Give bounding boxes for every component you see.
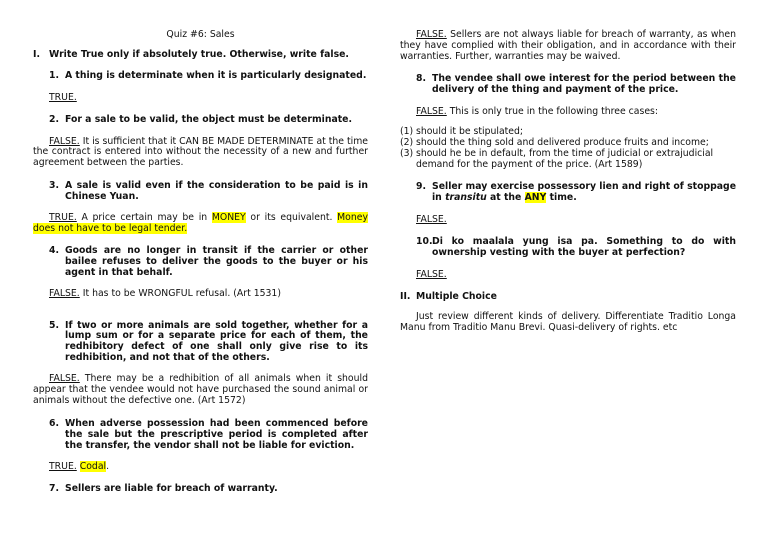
question-number: 5. [49, 319, 60, 331]
question-text: Sellers are liable for breach of warranty. [65, 483, 278, 495]
question-7 [33, 484, 368, 495]
question-9 [400, 182, 736, 204]
list-item-text: should it be stipulated; [416, 126, 524, 138]
codal-highlight: Codal [79, 460, 107, 472]
question-text: When adverse possession had been commenced before the sale but the prescriptive period is completed after the transfer, the vendor shall not be liable for eviction. [65, 417, 368, 451]
answer-verdict: FALSE. [49, 135, 80, 147]
answer-7 [400, 30, 736, 63]
question-number: 7. [49, 483, 60, 495]
question-text [432, 182, 736, 204]
list-item [400, 149, 736, 171]
question-3 [33, 181, 368, 203]
section-2-heading [400, 292, 736, 303]
answer-5 [33, 374, 368, 407]
answer-2 [33, 137, 368, 170]
answer-verdict: FALSE. [416, 268, 447, 280]
answer-4 [33, 289, 368, 300]
question-number: 8. [416, 72, 427, 84]
question-text: The vendee shall owe interest for the period between the delivery of the thing and payment of the price. [432, 72, 736, 95]
answer-verdict: TRUE. [49, 212, 77, 224]
transitu-italic: transitu [445, 191, 487, 203]
question-number: 4. [49, 244, 60, 256]
answer-verdict: FALSE. [49, 287, 80, 299]
section-1-label: Write True only if absolutely true. Otherwise, write false. [49, 48, 349, 60]
answer-8-cases [400, 127, 736, 171]
money-highlight: MONEY [211, 212, 246, 224]
answer-explanation-cont: or its equivalent. [250, 212, 333, 224]
question-text-part: at the [490, 191, 522, 203]
list-item-number: (3) [400, 148, 414, 160]
right-column [400, 30, 736, 334]
answer-verdict: FALSE. [49, 373, 80, 385]
question-text: For a sale to be valid, the object must be determinate. [65, 113, 353, 125]
answer-6: TRUE. Codal. [49, 460, 110, 472]
left-column [33, 30, 368, 495]
answer-verdict: FALSE. [416, 105, 447, 117]
answer-3 [33, 213, 368, 235]
question-text: Goods are no longer in transit if the carrier or other bailee refuses to deliver the goods to the buyer or his agent in that behalf. [65, 244, 368, 278]
list-item-number: (1) [400, 126, 414, 138]
question-text: Di ko maalala yung isa pa. Something to do with ownership vesting with the buyer at perfection? [432, 235, 736, 258]
question-text: A sale is valid even if the consideration to be paid is in Chinese Yuan. [65, 180, 368, 203]
list-item-text: should the thing sold and delivered produce fruits and income; [416, 137, 709, 149]
answer-10 [400, 270, 736, 281]
answer-verdict: TRUE. [49, 460, 77, 472]
section-2-number: II. [400, 290, 411, 302]
question-5 [33, 321, 368, 365]
question-number: 9. [416, 181, 427, 193]
quiz-title: Quiz #6: Sales [166, 29, 235, 40]
question-4 [33, 246, 368, 279]
question-text-part: time. [549, 191, 577, 203]
answer-explanation: Sellers are not always liable for breach of warranty, as when they have complied with their obligation, and in accordance with their warranties. Further, warranties may be waived. [400, 29, 736, 62]
question-1 [33, 71, 368, 82]
answer-1 [33, 93, 368, 104]
answer-explanation: There may be a redhibition of all animals when it should appear that the vendee would not have purchased the sound animal or animals without the defective one. (Art 1572) [33, 373, 368, 406]
list-item-text: should he be in default, from the time of judicial or extrajudicial demand for the payment of the price. (Art 1589) [416, 148, 714, 171]
question-10 [400, 237, 736, 259]
answer-explanation: It has to be WRONGFUL refusal. (Art 1531) [82, 287, 281, 299]
question-text: A thing is determinate when it is particularly designated. [65, 69, 367, 81]
list-item-number: (2) [400, 137, 414, 149]
answer-explanation: This is only true in the following three cases: [449, 105, 659, 117]
section-1-heading [33, 50, 368, 61]
question-2 [33, 115, 368, 126]
answer-verdict: FALSE. [416, 29, 447, 40]
question-text-part: Seller may exercise possessory lien and right of stoppage in [432, 181, 736, 203]
section-1-number: I. [33, 48, 40, 60]
question-text: If two or more animals are sold together, whether for a lump sum or for a separate price for each of them, the redhibitory defect of one shall only give rise to its redhibition, and not that of the others. [65, 319, 368, 364]
section-2-label: Multiple Choice [416, 290, 497, 302]
question-number: 2. [49, 113, 60, 125]
question-number: 6. [49, 417, 60, 429]
answer-verdict: TRUE. [49, 91, 77, 103]
question-number: 1. [49, 69, 60, 81]
any-highlight: ANY [524, 191, 547, 203]
answer-verdict: FALSE. [416, 213, 447, 225]
answer-8 [400, 107, 736, 118]
question-8 [400, 74, 736, 96]
question-6 [33, 419, 368, 452]
answer-explanation: A price certain may be in [81, 212, 208, 224]
legal-tender-highlight: Money does not have to be legal tender. [33, 212, 368, 234]
answer-9 [400, 215, 736, 226]
section-2-text: Just review different kinds of delivery. Differentiate Traditio Longa Manu from Traditio Manu Brevi. Quasi-delivery of rights. etc [400, 311, 736, 334]
question-number: 10. [416, 235, 433, 247]
question-number: 3. [49, 180, 60, 192]
answer-explanation: It is sufficient that it CAN BE MADE DETERMINATE at the time the contract is entered into without the necessity of a new and further agreement between the parties. [33, 135, 368, 169]
